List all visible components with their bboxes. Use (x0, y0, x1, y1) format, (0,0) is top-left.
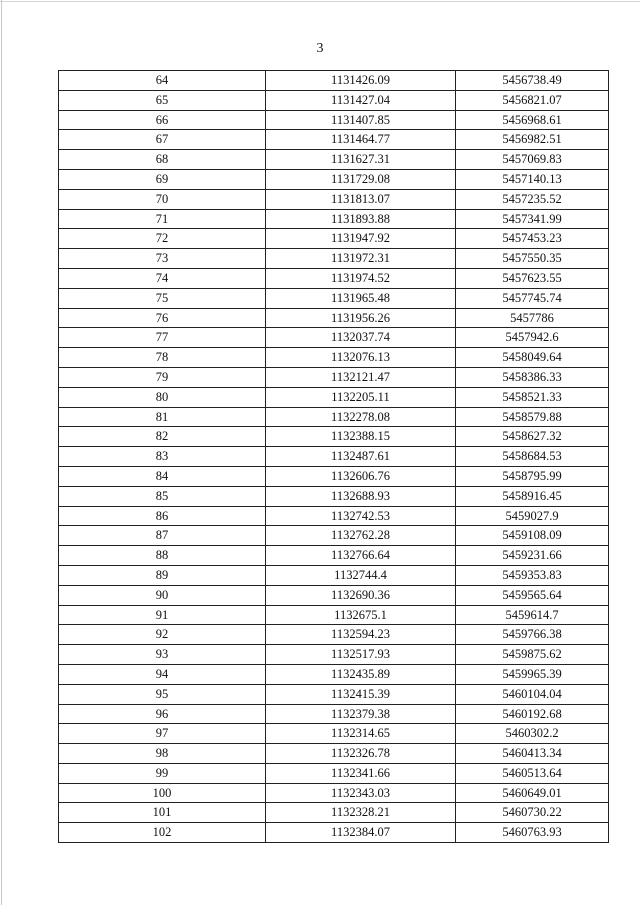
y-coordinate-cell: 5457942.6 (456, 328, 609, 348)
table-row (59, 427, 609, 447)
x-coordinate-cell: 1131965.48 (266, 288, 456, 308)
y-coordinate-cell: 5458521.33 (456, 387, 609, 407)
table-row (59, 585, 609, 605)
table-row (59, 486, 609, 506)
point-number-cell: 82 (59, 427, 266, 447)
table-row (59, 823, 609, 843)
x-coordinate-cell: 1131627.31 (266, 150, 456, 170)
x-coordinate-cell: 1132314.65 (266, 724, 456, 744)
table-row (59, 605, 609, 625)
table-row (59, 744, 609, 764)
x-coordinate-cell: 1132435.89 (266, 664, 456, 684)
table-row (59, 763, 609, 783)
x-coordinate-cell: 1132326.78 (266, 744, 456, 764)
point-number-cell: 75 (59, 288, 266, 308)
point-number-cell: 85 (59, 486, 266, 506)
y-coordinate-cell: 5457550.35 (456, 249, 609, 269)
y-coordinate-cell: 5460192.68 (456, 704, 609, 724)
x-coordinate-cell: 1131729.08 (266, 169, 456, 189)
table-row (59, 645, 609, 665)
y-coordinate-cell: 5457341.99 (456, 209, 609, 229)
x-coordinate-cell: 1132744.4 (266, 565, 456, 585)
table-row (59, 110, 609, 130)
table-row (59, 169, 609, 189)
coordinates-table (58, 70, 609, 843)
page-number: 3 (316, 41, 324, 56)
table-row (59, 249, 609, 269)
point-number-cell: 69 (59, 169, 266, 189)
x-coordinate-cell: 1132076.13 (266, 348, 456, 368)
table-row (59, 783, 609, 803)
x-coordinate-cell: 1132384.07 (266, 823, 456, 843)
x-coordinate-cell: 1131893.88 (266, 209, 456, 229)
y-coordinate-cell: 5460302.2 (456, 724, 609, 744)
point-number-cell: 101 (59, 803, 266, 823)
y-coordinate-cell: 5458049.64 (456, 348, 609, 368)
coordinates-table-body (59, 71, 609, 843)
point-number-cell: 100 (59, 783, 266, 803)
table-row (59, 704, 609, 724)
point-number-cell: 70 (59, 189, 266, 209)
y-coordinate-cell: 5457140.13 (456, 169, 609, 189)
y-coordinate-cell: 5460730.22 (456, 803, 609, 823)
point-number-cell: 84 (59, 466, 266, 486)
x-coordinate-cell: 1132742.53 (266, 506, 456, 526)
y-coordinate-cell: 5458579.88 (456, 407, 609, 427)
point-number-cell: 94 (59, 664, 266, 684)
y-coordinate-cell: 5458795.99 (456, 466, 609, 486)
point-number-cell: 96 (59, 704, 266, 724)
y-coordinate-cell: 5456738.49 (456, 71, 609, 91)
table-row (59, 526, 609, 546)
x-coordinate-cell: 1131813.07 (266, 189, 456, 209)
x-coordinate-cell: 1132205.11 (266, 387, 456, 407)
point-number-cell: 91 (59, 605, 266, 625)
table-row (59, 189, 609, 209)
point-number-cell: 88 (59, 546, 266, 566)
point-number-cell: 97 (59, 724, 266, 744)
x-coordinate-cell: 1132487.61 (266, 447, 456, 467)
x-coordinate-cell: 1131407.85 (266, 110, 456, 130)
x-coordinate-cell: 1132688.93 (266, 486, 456, 506)
scan-edge-top (0, 1, 640, 2)
y-coordinate-cell: 5459965.39 (456, 664, 609, 684)
table-row (59, 130, 609, 150)
table-row (59, 724, 609, 744)
y-coordinate-cell: 5460513.64 (456, 763, 609, 783)
x-coordinate-cell: 1132762.28 (266, 526, 456, 546)
y-coordinate-cell: 5459353.83 (456, 565, 609, 585)
x-coordinate-cell: 1131426.09 (266, 71, 456, 91)
y-coordinate-cell: 5459614.7 (456, 605, 609, 625)
table-row (59, 407, 609, 427)
table-row (59, 229, 609, 249)
x-coordinate-cell: 1132343.03 (266, 783, 456, 803)
y-coordinate-cell: 5457623.55 (456, 268, 609, 288)
x-coordinate-cell: 1131947.92 (266, 229, 456, 249)
table-row (59, 466, 609, 486)
y-coordinate-cell: 5457745.74 (456, 288, 609, 308)
x-coordinate-cell: 1132379.38 (266, 704, 456, 724)
y-coordinate-cell: 5460649.01 (456, 783, 609, 803)
y-coordinate-cell: 5456982.51 (456, 130, 609, 150)
y-coordinate-cell: 5458916.45 (456, 486, 609, 506)
point-number-cell: 72 (59, 229, 266, 249)
y-coordinate-cell: 5459875.62 (456, 645, 609, 665)
scan-edge-left (1, 0, 2, 905)
table-row (59, 150, 609, 170)
table-row (59, 348, 609, 368)
table-row (59, 71, 609, 91)
y-coordinate-cell: 5456821.07 (456, 90, 609, 110)
point-number-cell: 74 (59, 268, 266, 288)
x-coordinate-cell: 1132037.74 (266, 328, 456, 348)
y-coordinate-cell: 5459565.64 (456, 585, 609, 605)
x-coordinate-cell: 1131956.26 (266, 308, 456, 328)
table-row (59, 367, 609, 387)
point-number-cell: 92 (59, 625, 266, 645)
y-coordinate-cell: 5460104.04 (456, 684, 609, 704)
x-coordinate-cell: 1132121.47 (266, 367, 456, 387)
y-coordinate-cell: 5458627.32 (456, 427, 609, 447)
x-coordinate-cell: 1132328.21 (266, 803, 456, 823)
table-row (59, 209, 609, 229)
point-number-cell: 66 (59, 110, 266, 130)
y-coordinate-cell: 5457453.23 (456, 229, 609, 249)
x-coordinate-cell: 1131972.31 (266, 249, 456, 269)
table-row (59, 328, 609, 348)
y-coordinate-cell: 5457786 (456, 308, 609, 328)
table-row (59, 664, 609, 684)
point-number-cell: 65 (59, 90, 266, 110)
point-number-cell: 93 (59, 645, 266, 665)
y-coordinate-cell: 5456968.61 (456, 110, 609, 130)
table-row (59, 387, 609, 407)
x-coordinate-cell: 1132675.1 (266, 605, 456, 625)
table-row (59, 565, 609, 585)
point-number-cell: 76 (59, 308, 266, 328)
y-coordinate-cell: 5459766.38 (456, 625, 609, 645)
y-coordinate-cell: 5458386.33 (456, 367, 609, 387)
point-number-cell: 68 (59, 150, 266, 170)
table-row (59, 90, 609, 110)
x-coordinate-cell: 1132766.64 (266, 546, 456, 566)
y-coordinate-cell: 5457069.83 (456, 150, 609, 170)
point-number-cell: 102 (59, 823, 266, 843)
table-row (59, 288, 609, 308)
x-coordinate-cell: 1132690.36 (266, 585, 456, 605)
x-coordinate-cell: 1131427.04 (266, 90, 456, 110)
y-coordinate-cell: 5457235.52 (456, 189, 609, 209)
x-coordinate-cell: 1132415.39 (266, 684, 456, 704)
point-number-cell: 81 (59, 407, 266, 427)
point-number-cell: 71 (59, 209, 266, 229)
x-coordinate-cell: 1132341.66 (266, 763, 456, 783)
y-coordinate-cell: 5459231.66 (456, 546, 609, 566)
table-row (59, 803, 609, 823)
point-number-cell: 73 (59, 249, 266, 269)
y-coordinate-cell: 5458684.53 (456, 447, 609, 467)
point-number-cell: 77 (59, 328, 266, 348)
point-number-cell: 90 (59, 585, 266, 605)
table-row (59, 506, 609, 526)
point-number-cell: 98 (59, 744, 266, 764)
table-row (59, 625, 609, 645)
x-coordinate-cell: 1132388.15 (266, 427, 456, 447)
table-row (59, 308, 609, 328)
point-number-cell: 80 (59, 387, 266, 407)
point-number-cell: 78 (59, 348, 266, 368)
point-number-cell: 95 (59, 684, 266, 704)
y-coordinate-cell: 5460763.93 (456, 823, 609, 843)
table-row (59, 268, 609, 288)
point-number-cell: 99 (59, 763, 266, 783)
x-coordinate-cell: 1131974.52 (266, 268, 456, 288)
y-coordinate-cell: 5460413.34 (456, 744, 609, 764)
point-number-cell: 79 (59, 367, 266, 387)
table-row (59, 447, 609, 467)
x-coordinate-cell: 1132517.93 (266, 645, 456, 665)
table-row (59, 684, 609, 704)
x-coordinate-cell: 1132594.23 (266, 625, 456, 645)
x-coordinate-cell: 1131464.77 (266, 130, 456, 150)
point-number-cell: 83 (59, 447, 266, 467)
point-number-cell: 64 (59, 71, 266, 91)
point-number-cell: 87 (59, 526, 266, 546)
x-coordinate-cell: 1132606.76 (266, 466, 456, 486)
point-number-cell: 86 (59, 506, 266, 526)
x-coordinate-cell: 1132278.08 (266, 407, 456, 427)
point-number-cell: 67 (59, 130, 266, 150)
y-coordinate-cell: 5459108.09 (456, 526, 609, 546)
table-row (59, 546, 609, 566)
point-number-cell: 89 (59, 565, 266, 585)
y-coordinate-cell: 5459027.9 (456, 506, 609, 526)
